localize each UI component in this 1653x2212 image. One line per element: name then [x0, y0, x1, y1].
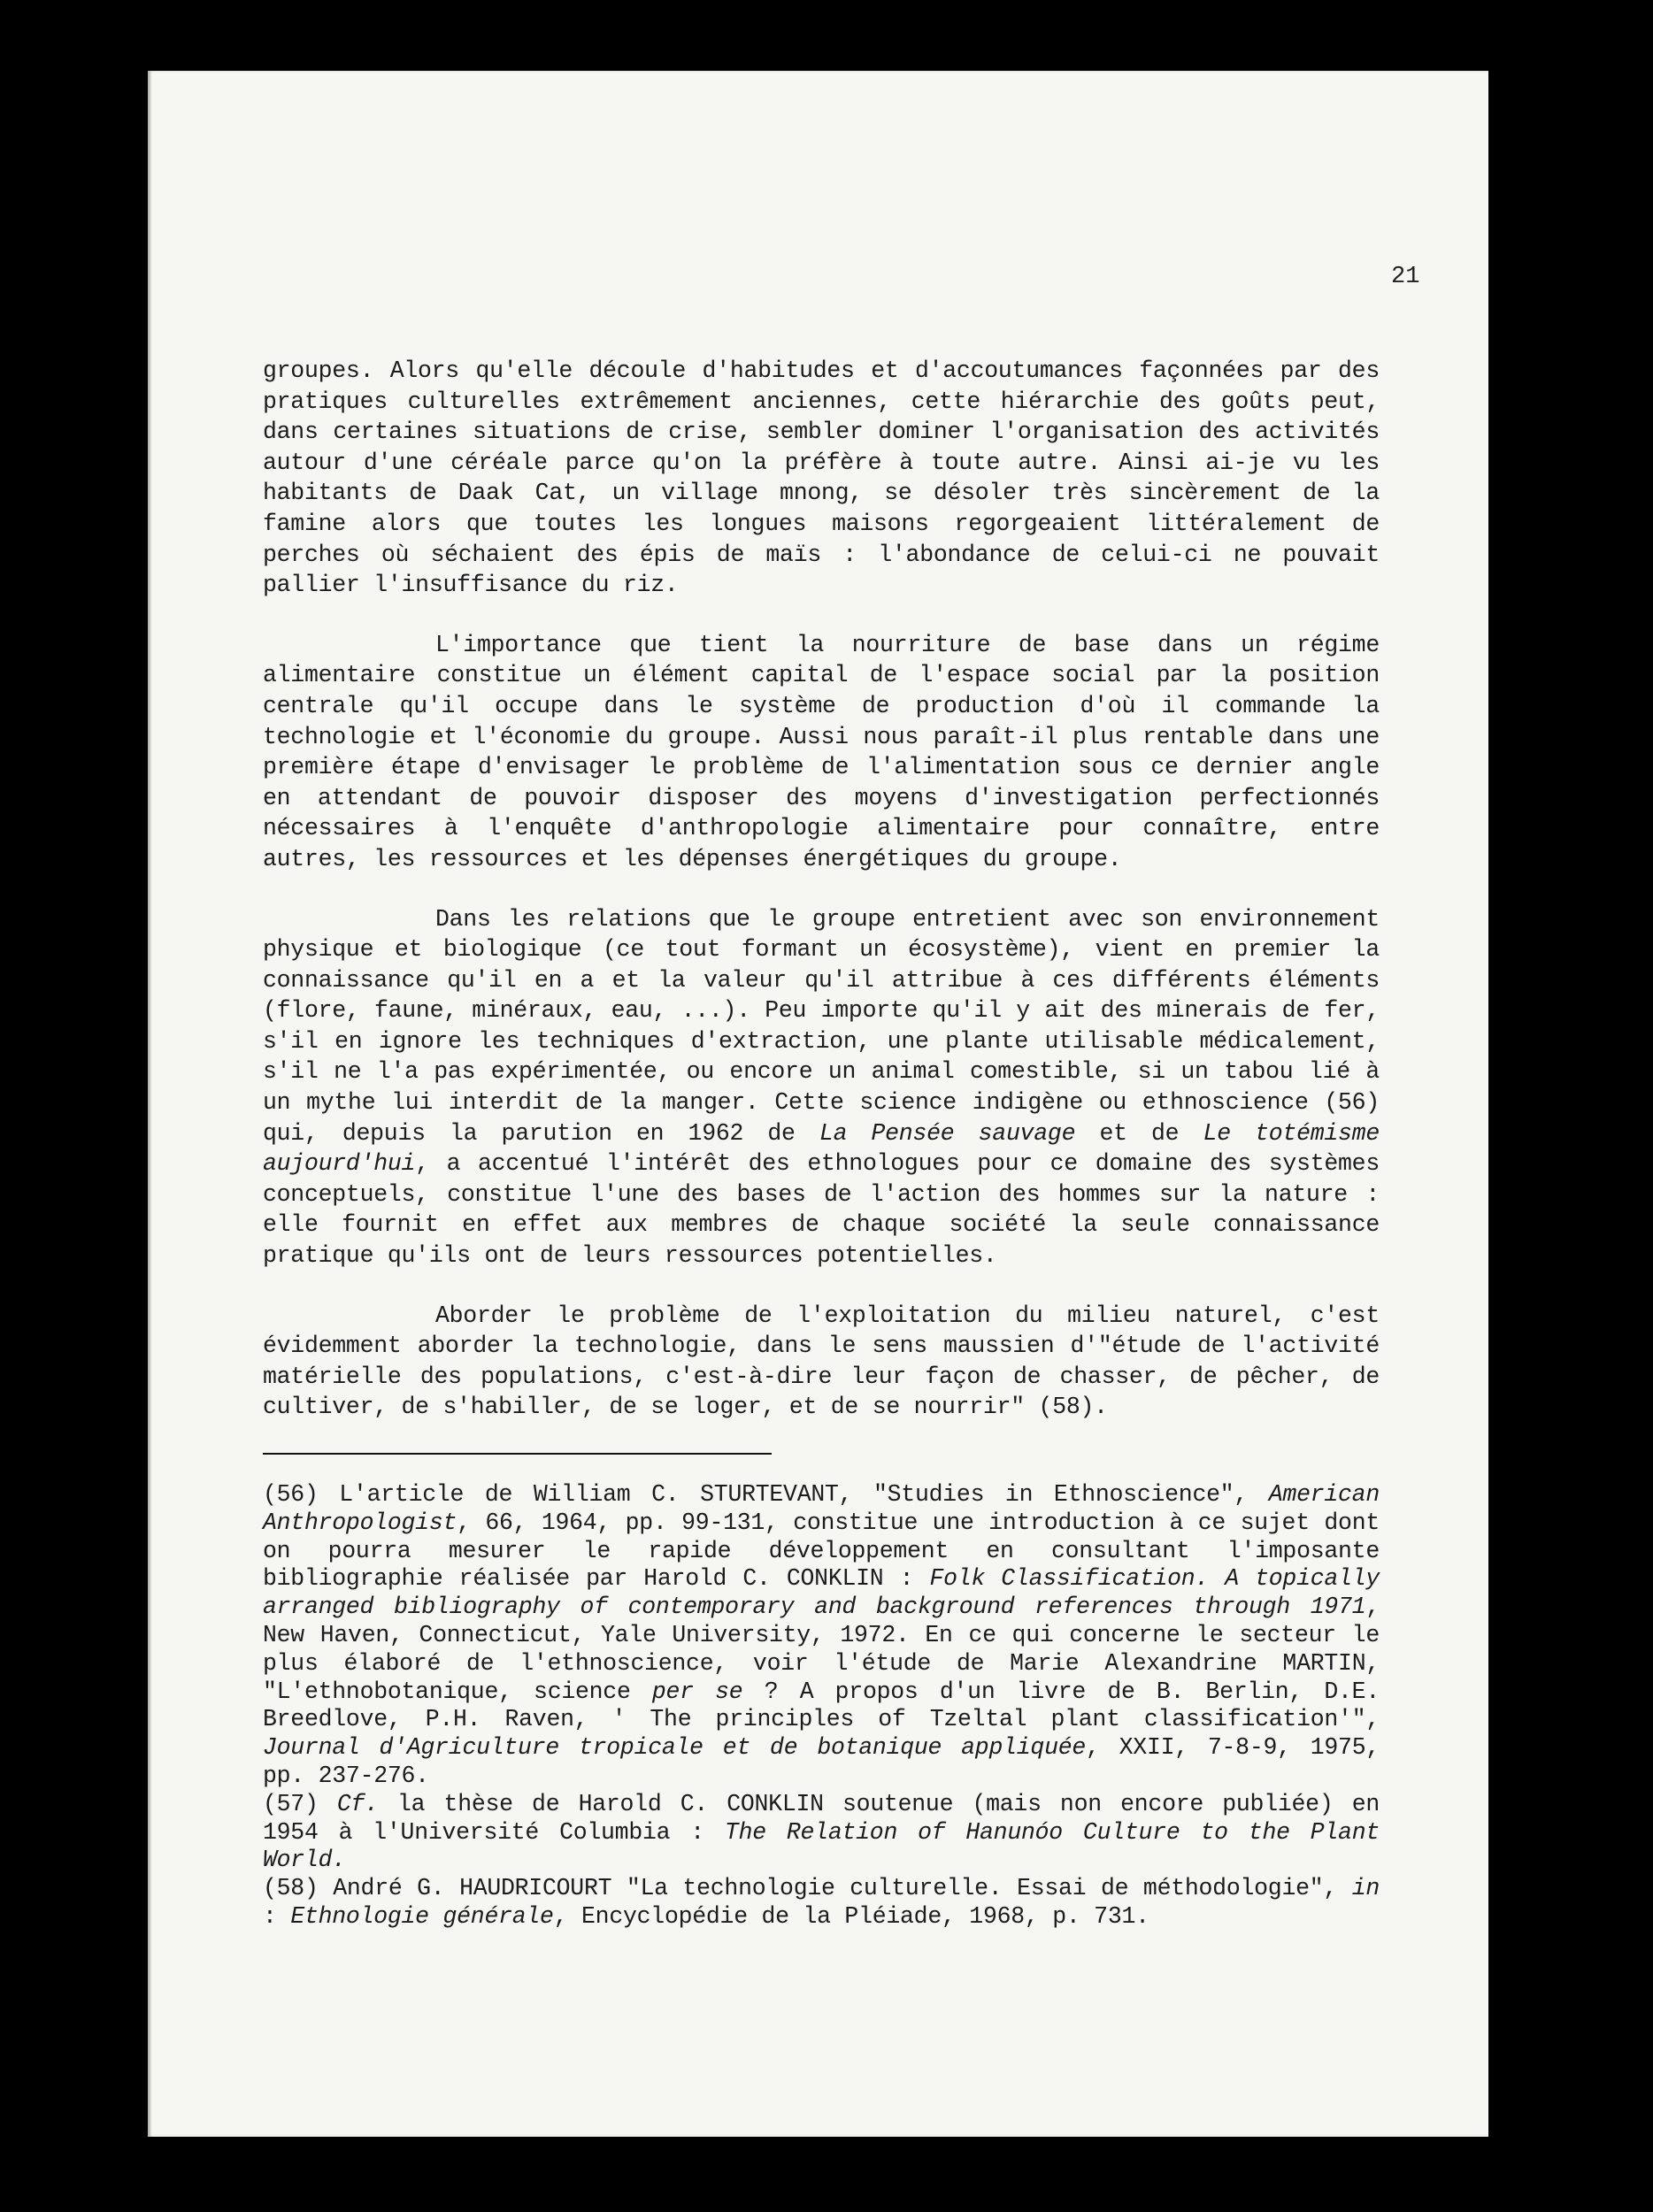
footnote-56 [263, 1481, 1380, 1791]
footnote-text: , New Haven, Connecticut, Yale University, 1972. En ce qui concerne le secteur le plus élaboré de l'ethnoscience, voir l'étude de Marie Alexandrine MARTIN, "L'ethnobotanique, science [263, 1594, 1380, 1705]
paragraph-3 [263, 904, 1380, 1271]
footnote-text: la thèse de Harold C. CONKLIN soutenue (mais non encore publiée) en 1954 à l'Université Columbia : [263, 1790, 1380, 1846]
book-title-la-pensee-sauvage: La Pensée sauvage [819, 1119, 1076, 1147]
footnote-58 [263, 1875, 1380, 1932]
book-page [148, 71, 1488, 2137]
footnote-italic: The Relation of Hanunóo Culture to the Plant World. [263, 1818, 1380, 1874]
footnote-italic: American Anthropologist [263, 1481, 1380, 1536]
footnote-italic: Cf. [336, 1790, 379, 1817]
footnote-italic: Ethnologie générale [290, 1902, 554, 1930]
paragraph-3-text: Dans les relations que le groupe entretient avec son environnement physique et biologique (ce tout formant un écosystème), vient en premier la connaissance qu'il en a et la valeur qu'il attribue à ces différents éléments (flore, faune, minéraux, eau, ...). Peu importe qu'il y ait des minerais de fer, s'il en ignore les techniques d'extraction, une plante utilisable médicalement, s'il ne l'a pas expérimentée, ou encore un animal comestible, si un tabou lié à un mythe lui interdit de la manger. Cette science indigène ou ethnoscience (56) qui, depuis la parution en 1962 de [263, 905, 1380, 1147]
book-title-le-totemisme: Le totémisme aujourd'hui [263, 1119, 1380, 1178]
footnote-text: , 66, 1964, pp. 99-131, constitue une introduction à ce sujet dont on pourra mesurer le rapide développement en consultant l'imposante bibliographie réalisée par Harold C. CONKLIN : [263, 1509, 1380, 1593]
footnote-italic: in [1351, 1875, 1380, 1902]
paragraph-1: groupes. Alors qu'elle découle d'habitudes et d'accoutumances façonnées par des pratiques culturelles extrêmement anciennes, cette hiérarchie des goûts peut, dans certaines situations de crise, sembler dominer l'organisation des activités autour d'une céréale parce qu'on la préfère à toute autre. Ainsi ai-je vu les habitants de Daak Cat, un village mnong, se désoler très sincèrement de la famine alors que toutes les longues maisons regorgeaient littéralement de perches où séchaient des épis de maïs : l'abondance de celui-ci ne pouvait pallier l'insuffisance du riz. [263, 357, 1380, 599]
body-text [263, 356, 1380, 1932]
footnote-text: (56) L'article de William C. STURTEVANT, "Studies in Ethnoscience", [263, 1481, 1269, 1508]
page-number: 21 [1391, 264, 1420, 290]
footnote-text: , XXII, 7-8-9, 1975, pp. 237-276. [263, 1734, 1380, 1789]
footnote-text: : [263, 1902, 291, 1930]
footnote-italic: Journal d'Agriculture tropicale et de botanique appliquée [263, 1734, 1087, 1762]
footnote-57 [263, 1791, 1380, 1875]
footnote-italic: per se [651, 1678, 743, 1705]
footnotes [263, 1481, 1380, 1932]
footnote-text: (57) [263, 1790, 337, 1817]
paragraph-2: L'importance que tient la nourriture de base dans un régime alimentaire constitue un élément capital de l'espace social par la position centrale qu'il occupe dans le système de production d'où il commande la technologie et l'économie du groupe. Aussi nous paraît-il plus rentable dans une première étape d'envisager le problème de l'alimentation sous ce dernier angle en attendant de pouvoir disposer des moyens d'investigation perfectionnés nécessaires à l'enquête d'anthropologie alimentaire pour connaître, entre autres, les ressources et les dépenses énergétiques du groupe. [263, 631, 1380, 872]
paragraph-4: Aborder le problème de l'exploitation du milieu naturel, c'est évidemment aborder la technologie, dans le sens maussien d'"étude de l'activité matérielle des populations, c'est-à-dire leur façon de chasser, de pêcher, de cultiver, de s'habiller, de se loger, et de se nourrir" (58). [263, 1302, 1380, 1421]
footnote-text: , Encyclopédie de la Pléiade, 1968, p. 731. [553, 1902, 1149, 1930]
paragraph-3-text: , a accentué l'intérêt des ethnologues pour ce domaine des systèmes conceptuels, constitue l'une des bases de l'action des hommes sur la nature : elle fournit en effet aux membres de chaque société la seule connaissance pratique qu'ils ont de leurs ressources potentielles. [263, 1150, 1380, 1270]
footnote-text: ? A propos d'un livre de B. Berlin, D.E. Breedlove, P.H. Raven, ' The principles of Tzeltal plant classification'", [263, 1678, 1380, 1733]
footnote-text: (58) André G. HAUDRICOURT "La technologie culturelle. Essai de méthodologie", [263, 1875, 1352, 1902]
paragraph-3-text: et de [1075, 1119, 1203, 1147]
footnote-italic: Folk Classification. A topically arranged bibliography of contemporary and background references through 1971 [263, 1565, 1380, 1621]
footnote-separator [263, 1453, 772, 1455]
